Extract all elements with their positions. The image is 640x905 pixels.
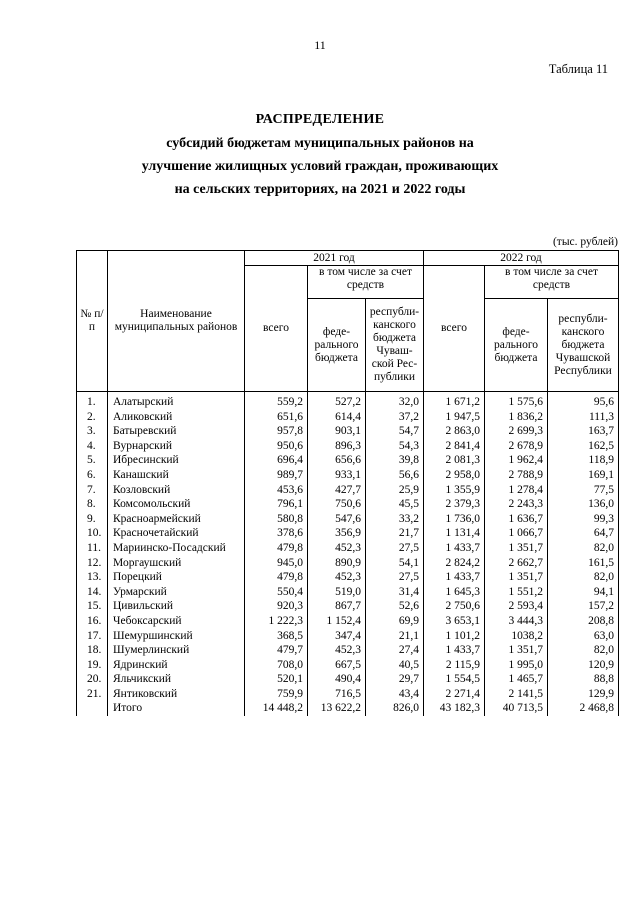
- republic-2021-cell: 54,7: [366, 424, 424, 439]
- total-2021-cell: 708,0: [245, 658, 308, 673]
- total-2022-cell: 2 750,6: [424, 599, 485, 614]
- republic-2022-cell: 94,1: [548, 585, 619, 600]
- federal-2021-cell: 519,0: [308, 585, 366, 600]
- total-2021-cell: 950,6: [245, 439, 308, 454]
- row-number-cell: 13.: [77, 570, 108, 585]
- page-number: 11: [314, 38, 326, 52]
- total-2022-cell: 1 947,5: [424, 410, 485, 425]
- republic-2022-cell: 64,7: [548, 526, 619, 541]
- total-2021-cell: 989,7: [245, 468, 308, 483]
- district-name-cell: Канашский: [108, 468, 245, 483]
- total-2021-cell: 479,8: [245, 541, 308, 556]
- federal-2021-cell: 452,3: [308, 570, 366, 585]
- table-row: [77, 599, 619, 614]
- republic-2021-cell: 52,6: [366, 599, 424, 614]
- total-2021-cell: 945,0: [245, 556, 308, 571]
- federal-2021-cell: 547,6: [308, 512, 366, 527]
- republic-2021-cell: 37,2: [366, 410, 424, 425]
- table-row: [77, 497, 619, 512]
- table-row: [77, 556, 619, 571]
- republic-2021-cell: 43,4: [366, 687, 424, 702]
- total-2021-cell: 796,1: [245, 497, 308, 512]
- row-number-cell: 16.: [77, 614, 108, 629]
- republic-2022-cell: 2 468,8: [548, 701, 619, 716]
- total-2021-cell: 14 448,2: [245, 701, 308, 716]
- district-name-cell: Яльчикский: [108, 672, 245, 687]
- district-name-cell: Алатырский: [108, 392, 245, 410]
- total-2022-cell: 1 433,7: [424, 541, 485, 556]
- republic-2021-cell: 21,1: [366, 629, 424, 644]
- republic-2021-cell: 69,9: [366, 614, 424, 629]
- district-name-cell: Батыревский: [108, 424, 245, 439]
- total-2022-cell: 2 271,4: [424, 687, 485, 702]
- table-row: [77, 643, 619, 658]
- header-total-2022: всего: [424, 266, 485, 392]
- total-2022-cell: 2 115,9: [424, 658, 485, 673]
- table-row: [77, 570, 619, 585]
- total-2022-cell: 3 653,1: [424, 614, 485, 629]
- federal-2022-cell: 2 678,9: [485, 439, 548, 454]
- federal-2022-cell: 1 351,7: [485, 541, 548, 556]
- table-body: [77, 392, 619, 717]
- header-including-2021: в том числе за счет средств: [308, 266, 424, 299]
- total-2022-cell: 1 433,7: [424, 643, 485, 658]
- republic-2021-cell: 45,5: [366, 497, 424, 512]
- total-2022-cell: 2 958,0: [424, 468, 485, 483]
- total-2021-cell: 479,7: [245, 643, 308, 658]
- subtitle-line-1: субсидий бюджетам муниципальных районов на: [166, 136, 474, 151]
- federal-2022-cell: 2 699,3: [485, 424, 548, 439]
- total-2021-cell: 696,4: [245, 453, 308, 468]
- row-number-cell: 11.: [77, 541, 108, 556]
- federal-2021-cell: 656,6: [308, 453, 366, 468]
- district-name-cell: Красночетайский: [108, 526, 245, 541]
- subsidy-table: [76, 250, 619, 716]
- table-row: [77, 392, 619, 410]
- header-year-2021: 2021 год: [245, 251, 424, 266]
- republic-2021-cell: 29,7: [366, 672, 424, 687]
- table-row: [77, 526, 619, 541]
- total-2021-cell: 759,9: [245, 687, 308, 702]
- total-2021-cell: 957,8: [245, 424, 308, 439]
- units-note: (тыс. рублей): [552, 236, 618, 248]
- republic-2021-cell: 27,5: [366, 541, 424, 556]
- total-2022-cell: 1 554,5: [424, 672, 485, 687]
- district-name-cell: Козловский: [108, 483, 245, 498]
- federal-2021-cell: 13 622,2: [308, 701, 366, 716]
- total-2021-cell: 520,1: [245, 672, 308, 687]
- table-row: [77, 614, 619, 629]
- row-number-cell: 15.: [77, 599, 108, 614]
- federal-2022-cell: 1 066,7: [485, 526, 548, 541]
- republic-2022-cell: 129,9: [548, 687, 619, 702]
- total-2022-cell: 2 379,3: [424, 497, 485, 512]
- republic-2022-cell: 82,0: [548, 643, 619, 658]
- total-2022-cell: 1 736,0: [424, 512, 485, 527]
- federal-2021-cell: 716,5: [308, 687, 366, 702]
- federal-2022-cell: 2 243,3: [485, 497, 548, 512]
- federal-2021-cell: 867,7: [308, 599, 366, 614]
- row-number-cell: 10.: [77, 526, 108, 541]
- header-federal-2021: феде-рального бюджета: [308, 299, 366, 392]
- total-2022-cell: 2 081,3: [424, 453, 485, 468]
- republic-2022-cell: 120,9: [548, 658, 619, 673]
- district-name-cell: Мариинско-Посадский: [108, 541, 245, 556]
- federal-2022-cell: 1 962,4: [485, 453, 548, 468]
- republic-2022-cell: 161,5: [548, 556, 619, 571]
- table-row: [77, 468, 619, 483]
- federal-2022-cell: 1 836,2: [485, 410, 548, 425]
- federal-2022-cell: 1 551,2: [485, 585, 548, 600]
- republic-2021-cell: 54,3: [366, 439, 424, 454]
- federal-2022-cell: 2 141,5: [485, 687, 548, 702]
- republic-2022-cell: 82,0: [548, 541, 619, 556]
- district-name-cell: Цивильский: [108, 599, 245, 614]
- table-row: [77, 483, 619, 498]
- row-number-cell: 19.: [77, 658, 108, 673]
- district-name-cell: Итого: [108, 701, 245, 716]
- federal-2021-cell: 427,7: [308, 483, 366, 498]
- table-row: [77, 672, 619, 687]
- total-2021-cell: 368,5: [245, 629, 308, 644]
- federal-2021-cell: 1 152,4: [308, 614, 366, 629]
- header-including-2022: в том числе за счет средств: [485, 266, 619, 299]
- document-title: РАСПРЕДЕЛЕНИЕ: [255, 112, 385, 127]
- republic-2021-cell: 826,0: [366, 701, 424, 716]
- district-name-cell: Янтиковский: [108, 687, 245, 702]
- table-label: Таблица 11: [548, 62, 608, 76]
- republic-2022-cell: 111,3: [548, 410, 619, 425]
- republic-2021-cell: 33,2: [366, 512, 424, 527]
- federal-2021-cell: 527,2: [308, 392, 366, 410]
- district-name-cell: Ибресинский: [108, 453, 245, 468]
- total-2022-cell: 1 101,2: [424, 629, 485, 644]
- federal-2021-cell: 896,3: [308, 439, 366, 454]
- federal-2021-cell: 667,5: [308, 658, 366, 673]
- federal-2022-cell: 1 278,4: [485, 483, 548, 498]
- row-number-cell: 1.: [77, 392, 108, 410]
- total-2022-cell: 1 131,4: [424, 526, 485, 541]
- federal-2022-cell: 3 444,3: [485, 614, 548, 629]
- table-row: [77, 424, 619, 439]
- subtitle-line-2: улучшение жилищных условий граждан, проживающих: [141, 159, 499, 174]
- header-republic-2021: республи-канского бюджета Чуваш-ской Рес-публики: [366, 299, 424, 392]
- row-number-cell: [77, 701, 108, 716]
- total-2022-cell: 1 645,3: [424, 585, 485, 600]
- republic-2021-cell: 25,9: [366, 483, 424, 498]
- republic-2022-cell: 136,0: [548, 497, 619, 512]
- district-name-cell: Урмарский: [108, 585, 245, 600]
- federal-2022-cell: 2 788,9: [485, 468, 548, 483]
- table-row: [77, 687, 619, 702]
- total-2022-cell: 1 355,9: [424, 483, 485, 498]
- republic-2022-cell: 63,0: [548, 629, 619, 644]
- table-row: [77, 512, 619, 527]
- federal-2021-cell: 490,4: [308, 672, 366, 687]
- republic-2021-cell: 39,8: [366, 453, 424, 468]
- federal-2022-cell: 1 995,0: [485, 658, 548, 673]
- total-2022-cell: 2 863,0: [424, 424, 485, 439]
- table-row: [77, 541, 619, 556]
- row-number-cell: 3.: [77, 424, 108, 439]
- row-number-cell: 9.: [77, 512, 108, 527]
- federal-2021-cell: 452,3: [308, 541, 366, 556]
- district-name-cell: Красноармейский: [108, 512, 245, 527]
- row-number-cell: 20.: [77, 672, 108, 687]
- republic-2022-cell: 169,1: [548, 468, 619, 483]
- total-2021-cell: 580,8: [245, 512, 308, 527]
- row-number-cell: 12.: [77, 556, 108, 571]
- row-number-cell: 21.: [77, 687, 108, 702]
- table-row: [77, 410, 619, 425]
- header-name: Наименование муниципальных районов: [108, 251, 245, 392]
- district-name-cell: Шемуршинский: [108, 629, 245, 644]
- federal-2022-cell: 1 636,7: [485, 512, 548, 527]
- total-2022-cell: 2 824,2: [424, 556, 485, 571]
- row-number-cell: 2.: [77, 410, 108, 425]
- federal-2021-cell: 452,3: [308, 643, 366, 658]
- total-2021-cell: 920,3: [245, 599, 308, 614]
- row-number-cell: 5.: [77, 453, 108, 468]
- district-name-cell: Порецкий: [108, 570, 245, 585]
- district-name-cell: Аликовский: [108, 410, 245, 425]
- federal-2021-cell: 890,9: [308, 556, 366, 571]
- row-number-cell: 17.: [77, 629, 108, 644]
- republic-2021-cell: 56,6: [366, 468, 424, 483]
- total-2022-cell: 1 671,2: [424, 392, 485, 410]
- district-name-cell: Вурнарский: [108, 439, 245, 454]
- total-2021-cell: 378,6: [245, 526, 308, 541]
- federal-2021-cell: 750,6: [308, 497, 366, 512]
- table-row: [77, 439, 619, 454]
- district-name-cell: Комсомольский: [108, 497, 245, 512]
- republic-2022-cell: 162,5: [548, 439, 619, 454]
- federal-2022-cell: 1 575,6: [485, 392, 548, 410]
- total-2022-cell: 2 841,4: [424, 439, 485, 454]
- row-number-cell: 4.: [77, 439, 108, 454]
- total-2022-cell: 43 182,3: [424, 701, 485, 716]
- federal-2022-cell: 1 465,7: [485, 672, 548, 687]
- total-2021-cell: 479,8: [245, 570, 308, 585]
- republic-2021-cell: 32,0: [366, 392, 424, 410]
- district-name-cell: Шумерлинский: [108, 643, 245, 658]
- total-2021-cell: 1 222,3: [245, 614, 308, 629]
- republic-2022-cell: 208,8: [548, 614, 619, 629]
- republic-2022-cell: 118,9: [548, 453, 619, 468]
- district-name-cell: Чебоксарский: [108, 614, 245, 629]
- republic-2021-cell: 21,7: [366, 526, 424, 541]
- federal-2022-cell: 2 593,4: [485, 599, 548, 614]
- row-number-cell: 8.: [77, 497, 108, 512]
- federal-2021-cell: 933,1: [308, 468, 366, 483]
- total-2021-cell: 453,6: [245, 483, 308, 498]
- header-republic-2022: республи-канского бюджета Чувашской Республики: [548, 299, 619, 392]
- republic-2022-cell: 88,8: [548, 672, 619, 687]
- federal-2021-cell: 356,9: [308, 526, 366, 541]
- total-2022-cell: 1 433,7: [424, 570, 485, 585]
- republic-2021-cell: 54,1: [366, 556, 424, 571]
- total-2021-cell: 559,2: [245, 392, 308, 410]
- total-2021-cell: 651,6: [245, 410, 308, 425]
- row-number-cell: 14.: [77, 585, 108, 600]
- federal-2022-cell: 2 662,7: [485, 556, 548, 571]
- district-name-cell: Моргаушский: [108, 556, 245, 571]
- header-year-2022: 2022 год: [424, 251, 619, 266]
- federal-2022-cell: 1 351,7: [485, 570, 548, 585]
- republic-2022-cell: 82,0: [548, 570, 619, 585]
- republic-2021-cell: 27,4: [366, 643, 424, 658]
- district-name-cell: Ядринский: [108, 658, 245, 673]
- federal-2022-cell: 1038,2: [485, 629, 548, 644]
- table-row: [77, 453, 619, 468]
- federal-2021-cell: 903,1: [308, 424, 366, 439]
- federal-2021-cell: 347,4: [308, 629, 366, 644]
- header-total-2021: всего: [245, 266, 308, 392]
- row-number-cell: 18.: [77, 643, 108, 658]
- republic-2022-cell: 95,6: [548, 392, 619, 410]
- republic-2022-cell: 163,7: [548, 424, 619, 439]
- federal-2022-cell: 1 351,7: [485, 643, 548, 658]
- republic-2021-cell: 27,5: [366, 570, 424, 585]
- republic-2022-cell: 157,2: [548, 599, 619, 614]
- republic-2022-cell: 99,3: [548, 512, 619, 527]
- title-block: [0, 112, 640, 201]
- republic-2022-cell: 77,5: [548, 483, 619, 498]
- federal-2021-cell: 614,4: [308, 410, 366, 425]
- subtitle-line-3: на сельских территориях, на 2021 и 2022 годы: [174, 182, 466, 197]
- republic-2021-cell: 40,5: [366, 658, 424, 673]
- total-row: [77, 701, 619, 716]
- republic-2021-cell: 31,4: [366, 585, 424, 600]
- federal-2022-cell: 40 713,5: [485, 701, 548, 716]
- row-number-cell: 6.: [77, 468, 108, 483]
- header-no: № п/п: [77, 251, 108, 392]
- row-number-cell: 7.: [77, 483, 108, 498]
- table-row: [77, 585, 619, 600]
- header-federal-2022: феде-рального бюджета: [485, 299, 548, 392]
- total-2021-cell: 550,4: [245, 585, 308, 600]
- table-row: [77, 629, 619, 644]
- table-row: [77, 658, 619, 673]
